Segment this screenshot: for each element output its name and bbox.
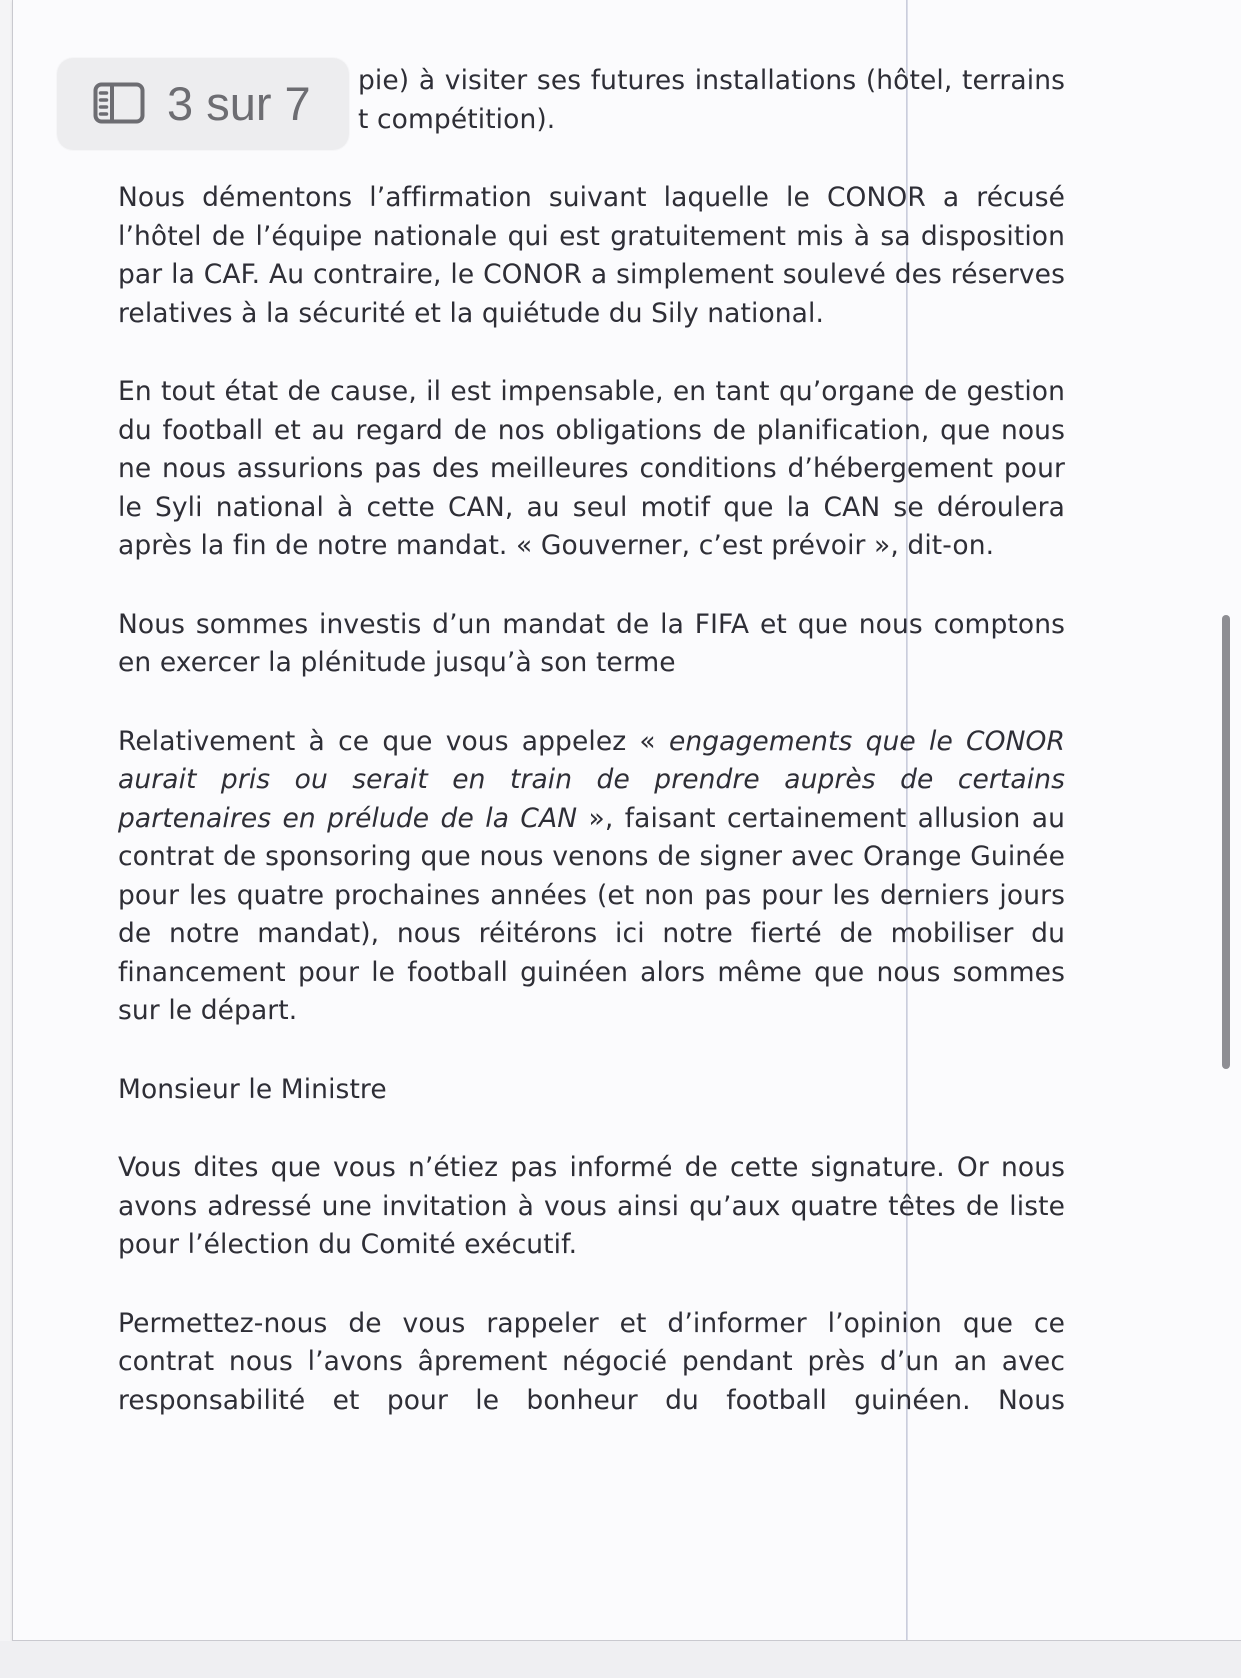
paragraph-4: Nous sommes investis d’un mandat de la FIFA et que nous comptons en exercer la plénitude jusqu’à son terme [118,608,1065,678]
paragraph-7: Vous dites que vous n’étiez pas informé de cette signature. Or nous avons adressé une invitation à vous ainsi qu’aux quatre têtes de liste pour l’élection du Comité exécutif. [118,1152,1065,1260]
page-indicator[interactable] [57,58,349,150]
paragraph-5-quote: engagements que le CONOR aurait pris ou serait en train de prendre auprès de certains partenaires en prélude de la CAN [118,725,1066,834]
paragraph-5-before: Relativement à ce que vous appelez « [118,725,669,757]
sidebar-icon[interactable] [93,82,145,124]
paragraph-2: Nous démentons l’affirmation suivant laquelle le CONOR a récusé l’hôtel de l’équipe nationale qui est gratuitement mis à sa disposition par la CAF. Au contraire, le CONOR a simplement soulevé des réserves relatives à la sécurité et la quiétude du Sily national. [118,182,1065,329]
paragraph-3: En tout état de cause, il est impensable, en tant qu’organe de gestion du football et au regard de nos obligations de planification, que nous ne nous assurions pas des meilleures conditions d’hébergement pour le Syli national à cette CAN, au seul motif que la CAN se déroulera après la fin de notre mandat. « Gouverner, c’est prévoir », dit-on. [118,376,1065,561]
document-body [118,62,1065,1460]
paragraph-1-line-1: pie) à visiter ses futures installations (hôtel, terrains [358,65,1065,96]
page-indicator-label: 3 sur 7 [167,77,311,130]
paragraph-1-line-2: t compétition). [358,103,556,135]
paragraph-6: Monsieur le Ministre [118,1073,387,1105]
viewer-bottom-edge [0,1641,1241,1678]
document-page [12,0,1241,1641]
paragraph-8: Permettez-nous de vous rappeler et d’informer l’opinion que ce contrat nous l’avons âprement négocié pendant près d’un an avec responsabilité et pour le bonheur du football guinéen. Nous [118,1307,1065,1416]
vertical-scrollbar[interactable] [1222,615,1230,1069]
paragraph-5 [118,723,1065,1031]
paragraph-5-after: », faisant certainement allusion au contrat de sponsoring que nous venons de signer avec Orange Guinée pour les quatre prochaines années (et non pas pour les derniers jours de notre mandat), nous réitérons ici notre fierté de mobiliser du financement pour le football guinéen alors même que nous sommes sur le départ. [118,802,1066,1026]
